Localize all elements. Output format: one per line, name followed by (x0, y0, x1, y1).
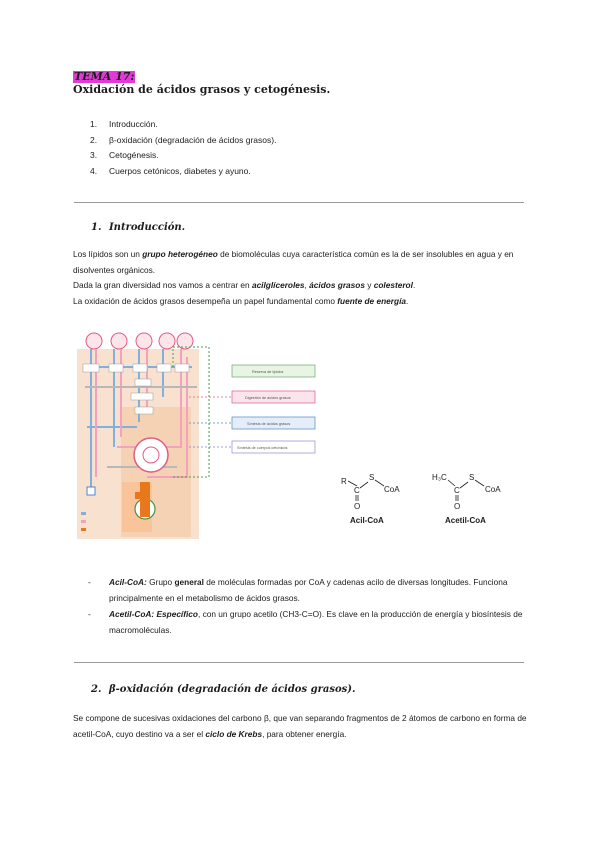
toc-item: 4. Cuerpos cetónicos, diabetes y ayuno. (90, 165, 251, 176)
divider (74, 662, 524, 663)
acetil-h3c: H₃C (432, 473, 447, 482)
lipid-metabolism-diagram (77, 327, 317, 540)
divider (74, 202, 524, 203)
toc-item: 2. β-oxidación (degradación de ácidos grasos). (90, 134, 277, 145)
bullet-acetil-coa: - Acetil-CoA: Específico, con un grupo acetilo (CH3-C=O). Es clave en la producción de energía y biosíntesis de macromoléculas. (88, 609, 523, 635)
section-heading-1: 1. Introducción. (91, 222, 186, 233)
bullet-acil-coa: - Acil-CoA: Grupo general de moléculas formadas por CoA y cadenas acilo de diversas longitudes. Funciona principalmente en el metabolismo de ácidos grasos. (88, 577, 508, 603)
page-title: Oxidación de ácidos grasos y cetogénesis. (73, 83, 331, 96)
intro-paragraph: Los lípidos son un grupo heterogéneo de biomoléculas cuya característica común es la de ser insolubles en agua y en disolventes orgánicos. Dada la gran diversidad nos vamos a centrar en acilglíceroles, ácidos grasos y colesterol. La oxidación de ácidos grasos desempeña un papel fundamental como fuente de energía. (73, 249, 514, 306)
acetil-s: S (469, 473, 475, 482)
acyl-coa-structures (330, 467, 530, 527)
acetil-coa-label: Acetil-CoA (445, 516, 486, 525)
acetil-c: C (454, 486, 460, 495)
acil-o: O (354, 502, 361, 511)
legend-label: Reserva de lípidos (252, 370, 284, 374)
table-of-contents (90, 117, 276, 179)
legend-label: Síntesis de cuerpos cetónicos (237, 446, 288, 450)
toc-item: 1. Introducción. (90, 119, 158, 129)
legend-label: Digestión de ácidos grasos (245, 396, 291, 400)
acil-coa: CoA (384, 485, 400, 494)
legend-label: Síntesis de ácidos grasos (247, 422, 291, 426)
section-heading-2: 2. β-oxidación (degradación de ácidos grasos). (91, 684, 356, 695)
acetil-coa: CoA (485, 485, 501, 494)
acil-coa-label: Acil-CoA (350, 516, 384, 525)
toc-item: 3. Cetogénesis. (90, 150, 159, 160)
beta-oxidation-paragraph: Se compone de sucesivas oxidaciones del carbono β, que van separando fragmentos de 2 átomos de carbono en forma de acetil-CoA, cuyo destino va a ser el ciclo de Krebs, para obtener energía. (73, 713, 527, 739)
acil-s: S (369, 473, 375, 482)
acil-c: C (354, 486, 360, 495)
acetil-o: O (454, 502, 461, 511)
tema-label: TEMA 17: (74, 70, 135, 83)
acil-r: R (341, 477, 347, 486)
